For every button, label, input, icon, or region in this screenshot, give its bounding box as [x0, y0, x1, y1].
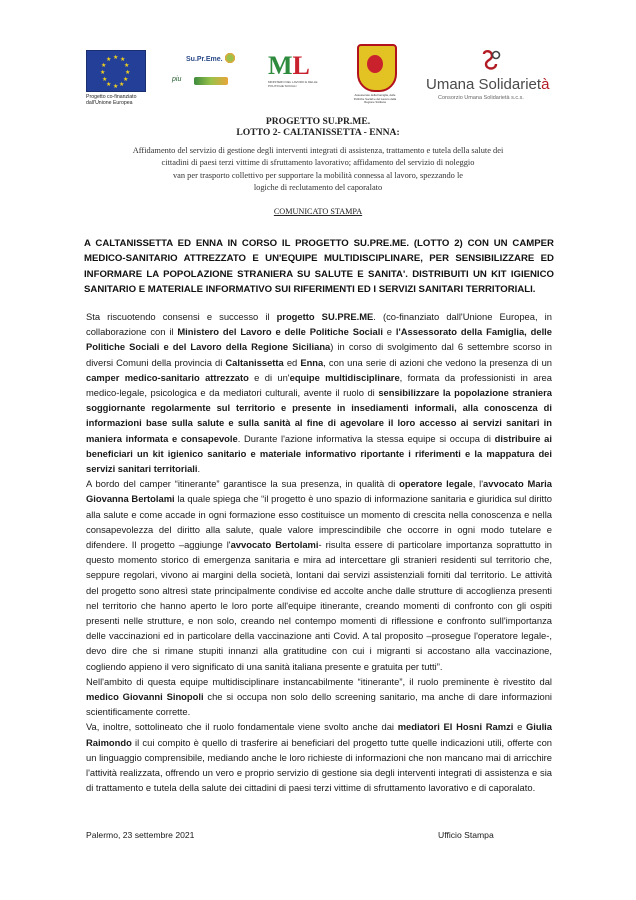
- trinacria-icon: [367, 55, 383, 73]
- press-office: Ufficio Stampa: [438, 830, 494, 840]
- text-run: . Durante l'azione informativa la stessa equipe si occupa di: [237, 432, 495, 444]
- bold-text-run: l'Assessorato della Famiglia, delle Politiche Sociali e del Lavoro della Regione Siciliana: [86, 326, 552, 353]
- umana-solidarieta-logo: [424, 50, 594, 106]
- supreme-logo-icon: [180, 50, 226, 70]
- text-run: . (co-finanziato dall'Unione Europea, in collaborazione con il: [86, 311, 552, 338]
- text-run: e di un': [248, 371, 290, 383]
- text-run: ) in corso di svolgimento dal 6 settembre scorso in diversi Comuni della provincia di: [86, 341, 552, 368]
- text-run: Nell'ambito di questa equipe multidisciplinare instancabilmente “itinerante”, il ruolo preminente è rivestito dal: [86, 675, 552, 687]
- regione-sicilia-shield-icon: [357, 44, 397, 92]
- eu-flag-icon: ★ ★ ★ ★ ★ ★ ★ ★ ★ ★ ★ ★: [86, 50, 146, 92]
- bold-text-run: Giulia Raimondo: [86, 721, 552, 748]
- bold-text-run: Enna: [300, 356, 324, 368]
- paragraph-4: [86, 719, 552, 795]
- paragraph-3: [86, 674, 552, 720]
- bold-text-run: distribuire ai beneficiari un kit igienico sanitario e materiale informativo riportante i riferimenti e la mappatura dei servizi sanitari territoriali: [86, 432, 552, 475]
- lot-title: LOTTO 2- CALTANISSETTA - ENNA:: [236, 127, 400, 138]
- us-name-accent: à: [541, 76, 550, 93]
- bold-text-run: camper medico-sanitario attrezzato: [86, 371, 249, 383]
- regione-sicilia-logo: [352, 44, 398, 102]
- press-release-label: COMUNICATO STAMPA: [273, 207, 363, 216]
- project-description: [100, 145, 536, 195]
- headline: A CALTANISSETTA ED ENNA IN CORSO IL PROGETTO SU.PRE.ME. (LOTTO 2) CON UN CAMPER MEDICO-SANITARIO ATTREZZATO E UN'EQUIPE MULTIDISCIPLINARE, PER SENSIBILIZZARE ED INFORMARE LA POPOLAZIONE STRANIERA SU SALUTE E SANITA'. DISTRIBUITI UN KIT IGIENICO SANITARIO E MATERIALE INFORMATIVO SUI RIFERIMENTI ED I SERVIZI SANITARI TERRITORIALI.: [84, 238, 554, 295]
- eu-caption-line-1: Progetto co-finanziato: [86, 94, 137, 100]
- project-title: PROGETTO SU.PR.ME.: [265, 116, 371, 127]
- ministero-caption: MINISTERO DEL LAVORO E DELLE POLITICHE SOCIALI: [268, 80, 318, 88]
- text-run: - risulta essere di particolare importanza soprattutto in questo momento storico di emergenza sanitaria e mira ad intercettare gli stranieri residenti sul territorio che, seppure regolari, vivono ai margini della società, lontani dai servizi assistenziali forniti dal territorio. Le attività del progetto sono altresì state principalmente condivise ed accolte anche dalle strutture di accoglienza presenti nel territorio che hanno aperto le loro porte all'equipe itinerante, creando momenti di confronto con gli ospiti presenti nelle strutture, e non solo, creando nel contempo momenti di riflessione e confronto sull'importanza delle vaccinazioni ed in particolare della vaccinazione anti Covid. A tal proposito –prosegue l'operatore legale-, devo dire che si rimane stupiti innanzi alla gratitudine con cui i migranti si accostano alla vaccinazione, cogliendo appieno il vero significato di una sanità italiana presente e gratuita per tutti”.: [86, 539, 553, 672]
- bold-text-run: equipe multidisciplinare: [289, 371, 400, 383]
- bold-text-run: avvocato Bertolami: [230, 539, 319, 551]
- umana-solidarieta-icon: [480, 50, 502, 74]
- supreme-wordmark: Su.Pr.Eme.: [186, 56, 223, 63]
- logo-bar: [0, 38, 636, 108]
- description-line: van per trasporto collettivo per supportare la mobilità connessa al lavoro, spezzando le: [172, 170, 463, 180]
- bold-text-run: avvocato Maria Giovanna Bertolami: [86, 478, 552, 505]
- place-date: Palermo, 23 settembre 2021: [86, 830, 195, 840]
- paragraph-2: [86, 476, 552, 674]
- umana-solidarieta-subtitle: Consorzio Umana Solidarietà s.c.s.: [438, 95, 524, 101]
- text-run: , formata da professionisti in area medico-legale, psicologica e da mediatori culturali, avente il ruolo di: [86, 371, 552, 399]
- eu-caption: [86, 94, 148, 106]
- ml-letter-l: L: [292, 51, 310, 80]
- bold-text-run: progetto SU.PRE.ME: [276, 311, 374, 322]
- description-line: Affidamento del servizio di gestione degli interventi integrati di assistenza, trattamento e tutela della salute dei: [132, 146, 504, 155]
- supreme-sub-wordmark: piu: [172, 76, 182, 83]
- us-name-main: Umana Solidariet: [426, 76, 542, 93]
- text-run: A bordo del camper “itinerante” garantisce la sua presenza, in qualità di: [86, 478, 400, 490]
- text-run: Va, inoltre, sottolineato che il ruolo fondamentale viene svolto anche dai: [86, 721, 398, 733]
- article-body: [86, 309, 552, 796]
- supreme-dots-icon: [224, 52, 236, 64]
- regione-caption: Assessorato della Famiglia, delle Politiche Sociali e del Lavoro della Regione Siciliana: [353, 93, 397, 104]
- bold-text-run: Ministero del Lavoro e delle Politiche Sociali: [177, 326, 383, 338]
- ministero-lavoro-icon: [268, 52, 318, 80]
- text-run: e: [382, 326, 396, 338]
- text-run: che si occupa non solo dello screening sanitario, ma anche di dare informazioni scientificamente corrette.: [86, 691, 552, 718]
- ministero-lavoro-logo: [268, 52, 318, 98]
- description-line: cittadini di paesi terzi vittime di sfruttamento lavorativo; affidamento del servizio di noleggio: [161, 158, 475, 168]
- text-run: , con una serie di azioni che vedono la presenza di un: [323, 356, 552, 368]
- supreme-logo: [168, 48, 238, 96]
- umana-solidarieta-name: [426, 76, 549, 93]
- text-run: e: [513, 721, 526, 733]
- bold-text-run: operatore legale: [399, 478, 473, 490]
- bold-text-run: medico Giovanni Sinopoli: [86, 691, 204, 703]
- ml-letter-m: M: [268, 51, 293, 80]
- text-run: il cui compito è quello di trasferire ai beneficiari del progetto tutte quelle indicazioni utili, offerte con un linguaggio comprensibile, mediando anche le loro richieste di informazioni che non mancano mai di arricchire l'attività realizzata, offrendo un vero e proprio servizio di gestione sia degli interventi integrati di assistenza e sia di trattamento e tutela della salute dei cittadini di paesi terzi vittime di sfruttamento lavorativo e di caporalato.: [86, 736, 552, 794]
- supreme-stripe-icon: [194, 77, 228, 85]
- paragraph-1: [86, 309, 552, 476]
- bold-text-run: Caltanissetta: [225, 356, 284, 368]
- eu-caption-line-2: dall'Unione Europea: [86, 100, 133, 106]
- text-run: .: [197, 463, 201, 475]
- eu-logo: [86, 50, 148, 106]
- text-run: Sta riscuotendo consensi e successo il: [86, 311, 277, 322]
- description-line: logiche di reclutamento del caporalato: [253, 183, 383, 193]
- bold-text-run: mediatori El Hosni Ramzi: [397, 721, 514, 733]
- text-run: ed: [283, 356, 301, 368]
- text-run: la quale spiega che “il progetto è uno spazio di informazione sanitaria e giuridica sul diritto alla salute e come accade in ogni formazione esso costituisce un momento di crescita nella conoscenza e nella consapevolezza del diritto alla salute, quale valore imprescindibile che occorre in ogni modo tutelare e difendere. Il progetto –aggiunge l': [86, 493, 552, 551]
- text-run: , l': [472, 478, 484, 490]
- bold-text-run: sensibilizzare la popolazione straniera soggiornante regolarmente sul territorio e presente in insediamenti informali, alla conoscenza di informazioni base sulla salute e sulla sanità al fine di agevolare il loro accesso ai servizi sanitari in maniera informata e consapevole: [86, 387, 553, 444]
